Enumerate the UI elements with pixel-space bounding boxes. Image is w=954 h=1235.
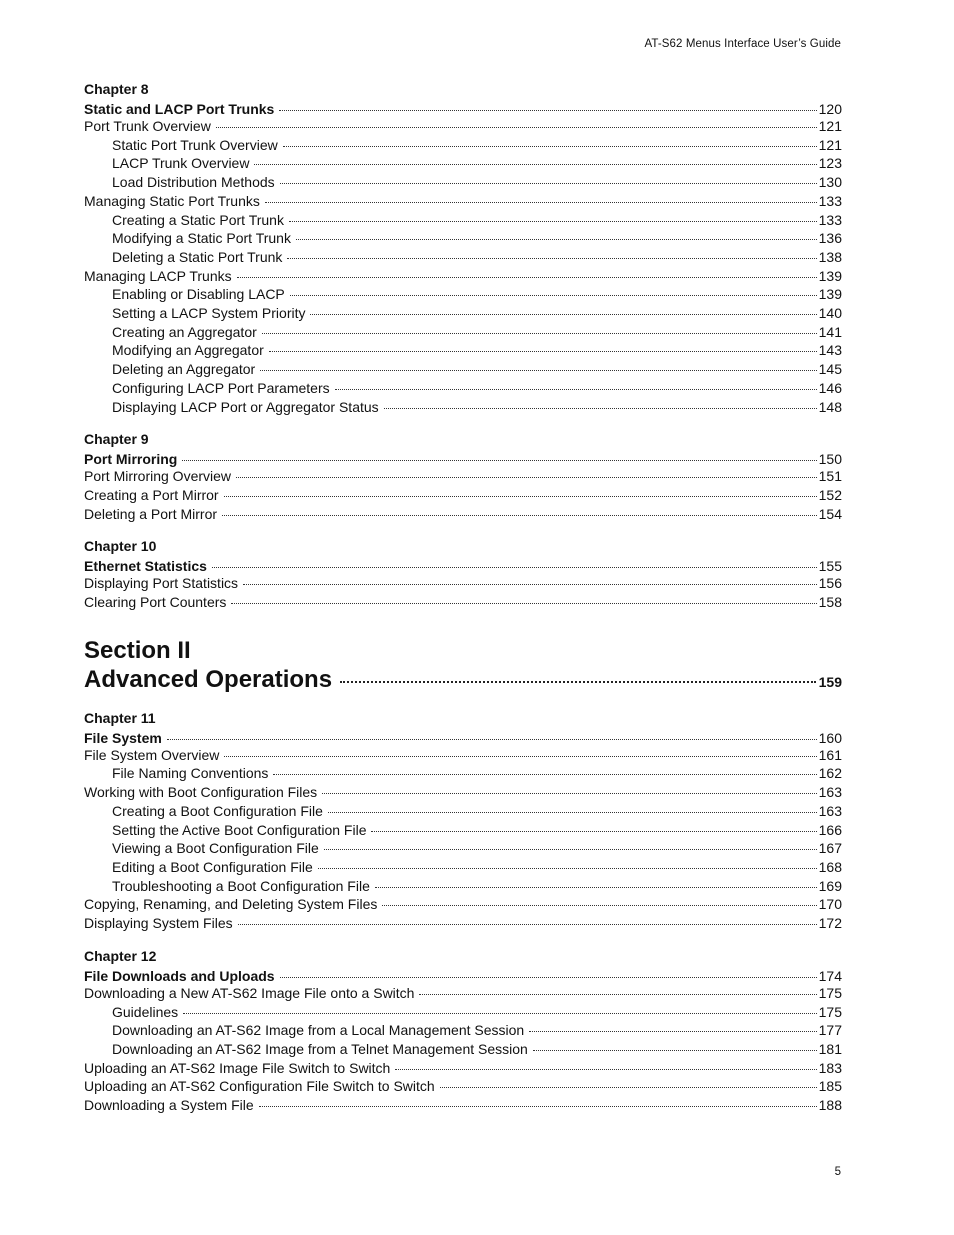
- dot-leader: [243, 574, 817, 585]
- chapter-label: Chapter 8: [84, 81, 149, 97]
- toc-subentry[interactable]: [84, 398, 842, 417]
- entry-page-number: 183: [818, 1059, 842, 1076]
- entry-title: Modifying an Aggregator: [112, 342, 264, 359]
- entry-title: Working with Boot Configuration Files: [84, 784, 318, 801]
- entry-page-number: 150: [818, 451, 842, 468]
- entry-title: LACP Trunk Overview: [112, 155, 250, 172]
- entry-title: Static Port Trunk Overview: [112, 136, 278, 153]
- chapter-label: Chapter 11: [84, 709, 156, 726]
- entry-page-number: 170: [818, 896, 842, 913]
- entry-page-number: 130: [818, 174, 842, 191]
- entry-title: Viewing a Boot Configuration File: [112, 840, 319, 857]
- toc-subentry[interactable]: [84, 839, 842, 858]
- toc-subentry[interactable]: [84, 341, 842, 360]
- entry-title: Downloading a New AT-S62 Image File onto a Switch: [84, 984, 415, 1001]
- page-number: 5: [834, 1166, 841, 1178]
- dot-leader: [279, 100, 816, 111]
- entry-title: Downloading an AT-S62 Image from a Telnet Management Session: [112, 1040, 528, 1057]
- entry-title: Configuring LACP Port Parameters: [112, 379, 330, 396]
- section-block: [84, 636, 842, 697]
- toc-entry[interactable]: [84, 984, 842, 1003]
- dot-leader: [265, 192, 817, 203]
- dot-leader: [395, 1059, 816, 1070]
- entry-page-number: 133: [818, 211, 842, 228]
- section-label: Section II: [84, 636, 191, 664]
- entry-page-number: 146: [818, 379, 842, 396]
- toc-entry[interactable]: [84, 267, 842, 286]
- toc-entry[interactable]: [84, 192, 842, 211]
- entry-title: Downloading an AT-S62 Image from a Local Management Session: [112, 1022, 525, 1039]
- entry-title: Port Mirroring Overview: [84, 468, 232, 485]
- entry-title: Guidelines: [112, 1003, 179, 1020]
- toc-subentry[interactable]: [84, 154, 842, 173]
- toc-subentry[interactable]: [84, 1040, 842, 1059]
- entry-page-number: 136: [818, 230, 842, 247]
- toc-subentry[interactable]: [84, 304, 842, 323]
- dot-leader: [280, 173, 817, 184]
- dot-leader: [212, 557, 817, 568]
- toc-entry[interactable]: [84, 593, 842, 612]
- section-title: Advanced Operations: [84, 665, 333, 693]
- dot-leader: [318, 858, 817, 869]
- entry-page-number: 162: [818, 765, 842, 782]
- entry-title: Copying, Renaming, and Deleting System Files: [84, 896, 378, 913]
- dot-leader: [287, 248, 816, 259]
- toc-subentry[interactable]: [84, 1021, 842, 1040]
- chapter-block: [84, 80, 842, 416]
- entry-page-number: 133: [818, 192, 842, 209]
- entry-page-number: 120: [818, 101, 842, 117]
- dot-leader: [371, 821, 816, 832]
- toc-entry[interactable]: [84, 783, 842, 802]
- chapter-title-entry[interactable]: [84, 558, 842, 574]
- chapter-title-entry[interactable]: [84, 101, 842, 117]
- toc-subentry[interactable]: [84, 764, 842, 783]
- toc-subentry[interactable]: [84, 323, 842, 342]
- chapter-block: [84, 430, 842, 523]
- dot-leader: [340, 671, 816, 683]
- toc-subentry[interactable]: [84, 285, 842, 304]
- chapter-title-entry[interactable]: [84, 968, 842, 984]
- entry-title: Downloading a System File: [84, 1097, 254, 1114]
- dot-leader: [283, 136, 817, 147]
- entry-title: Editing a Boot Configuration File: [112, 858, 313, 875]
- table-of-contents: [84, 80, 842, 1129]
- toc-subentry[interactable]: [84, 858, 842, 877]
- toc-subentry[interactable]: [84, 877, 842, 896]
- entry-title: Managing Static Port Trunks: [84, 192, 260, 209]
- dot-leader: [382, 895, 816, 906]
- toc-subentry[interactable]: [84, 211, 842, 230]
- dot-leader: [280, 967, 817, 978]
- entry-title: Ethernet Statistics: [84, 558, 207, 575]
- dot-leader: [310, 304, 816, 315]
- entry-page-number: 152: [818, 486, 842, 503]
- dot-leader: [224, 486, 817, 497]
- toc-entry[interactable]: [84, 117, 842, 136]
- dot-leader: [262, 323, 817, 334]
- dot-leader: [260, 360, 816, 371]
- entry-page-number: 155: [818, 558, 842, 575]
- toc-entry[interactable]: [84, 1077, 842, 1096]
- entry-page-number: 161: [818, 746, 842, 763]
- dot-leader: [289, 211, 817, 222]
- toc-subentry[interactable]: [84, 360, 842, 379]
- chapter-label: Chapter 12: [84, 947, 157, 964]
- entry-page-number: 159: [818, 673, 842, 690]
- dot-leader: [419, 984, 816, 995]
- entry-page-number: 174: [818, 967, 842, 984]
- toc-entry[interactable]: [84, 746, 842, 765]
- entry-title: Port Trunk Overview: [84, 118, 211, 134]
- toc-entry[interactable]: [84, 486, 842, 505]
- chapter-block: [84, 709, 842, 933]
- entry-title: Enabling or Disabling LACP: [112, 286, 285, 303]
- dot-leader: [375, 877, 817, 888]
- entry-title: Uploading an AT-S62 Image File Switch to Switch: [84, 1059, 391, 1076]
- entry-title: Load Distribution Methods: [112, 174, 275, 191]
- chapter-title-entry[interactable]: [84, 730, 842, 746]
- dot-leader: [238, 914, 817, 925]
- entry-title: Clearing Port Counters: [84, 594, 227, 611]
- toc-subentry[interactable]: [84, 136, 842, 155]
- entry-page-number: 158: [818, 594, 842, 611]
- entry-page-number: 175: [818, 984, 842, 1001]
- dot-leader: [322, 783, 816, 794]
- dot-leader: [231, 593, 816, 604]
- entry-page-number: 166: [818, 821, 842, 838]
- entry-title: Creating a Static Port Trunk: [112, 211, 284, 228]
- entry-page-number: 163: [818, 784, 842, 801]
- entry-title: Setting a LACP System Priority: [112, 305, 306, 322]
- toc-entry[interactable]: [84, 895, 842, 914]
- toc-subentry[interactable]: [84, 1003, 842, 1022]
- entry-page-number: 138: [818, 248, 842, 265]
- chapter-title-entry[interactable]: [84, 451, 842, 467]
- entry-page-number: 175: [818, 1003, 842, 1020]
- entry-title: Deleting an Aggregator: [112, 361, 256, 378]
- entry-title: Displaying LACP Port or Aggregator Status: [112, 398, 379, 415]
- dot-leader: [224, 746, 816, 757]
- entry-page-number: 121: [818, 136, 842, 153]
- entry-title: Port Mirroring: [84, 451, 178, 468]
- entry-page-number: 172: [818, 915, 842, 932]
- dot-leader: [529, 1021, 816, 1032]
- entry-page-number: 145: [818, 361, 842, 378]
- entry-page-number: 139: [818, 267, 842, 284]
- dot-leader: [216, 117, 817, 128]
- toc-subentry[interactable]: [84, 821, 842, 840]
- toc-entry[interactable]: [84, 1059, 842, 1078]
- entry-page-number: 188: [818, 1097, 842, 1114]
- dot-leader: [296, 229, 817, 240]
- entry-title: File Naming Conventions: [112, 765, 269, 782]
- entry-title: Creating an Aggregator: [112, 323, 257, 340]
- dot-leader: [236, 467, 817, 478]
- dot-leader: [182, 450, 816, 461]
- entry-title: Static and LACP Port Trunks: [84, 101, 275, 117]
- entry-page-number: 154: [818, 505, 842, 522]
- entry-page-number: 143: [818, 342, 842, 359]
- dot-leader: [273, 764, 816, 775]
- entry-page-number: 185: [818, 1078, 842, 1095]
- toc-entry[interactable]: [84, 505, 842, 524]
- entry-page-number: 139: [818, 286, 842, 303]
- entry-title: Modifying a Static Port Trunk: [112, 230, 291, 247]
- entry-page-number: 121: [818, 118, 842, 134]
- dot-leader: [183, 1003, 816, 1014]
- chapter-label: Chapter 10: [84, 538, 157, 555]
- dot-leader: [237, 267, 817, 278]
- entry-title: Creating a Boot Configuration File: [112, 802, 323, 819]
- toc-subentry[interactable]: [84, 248, 842, 267]
- entry-title: File Downloads and Uploads: [84, 967, 275, 984]
- entry-page-number: 156: [818, 575, 842, 592]
- dot-leader: [167, 729, 817, 740]
- entry-page-number: 167: [818, 840, 842, 857]
- toc-subentry[interactable]: [84, 379, 842, 398]
- entry-page-number: 160: [818, 729, 842, 746]
- entry-page-number: 151: [818, 468, 842, 485]
- toc-entry[interactable]: [84, 574, 842, 593]
- entry-page-number: 163: [818, 802, 842, 819]
- toc-subentry[interactable]: [84, 173, 842, 192]
- chapter-block: [84, 947, 842, 1115]
- entry-title: Troubleshooting a Boot Configuration File: [112, 877, 370, 894]
- entry-title: Setting the Active Boot Configuration File: [112, 821, 367, 838]
- dot-leader: [335, 379, 817, 390]
- dot-leader: [269, 341, 817, 352]
- entry-title: File System: [84, 729, 162, 746]
- entry-page-number: 140: [818, 305, 842, 322]
- dot-leader: [440, 1077, 817, 1088]
- dot-leader: [533, 1040, 817, 1051]
- entry-page-number: 123: [818, 155, 842, 172]
- entry-title: File System Overview: [84, 746, 220, 763]
- entry-title: Deleting a Port Mirror: [84, 505, 218, 522]
- chapter-label: Chapter 9: [84, 431, 149, 448]
- entry-page-number: 141: [818, 323, 842, 340]
- dot-leader: [259, 1096, 817, 1107]
- dot-leader: [222, 505, 817, 516]
- entry-page-number: 169: [818, 877, 842, 894]
- toc-subentry[interactable]: [84, 802, 842, 821]
- entry-page-number: 168: [818, 858, 842, 875]
- entry-title: Managing LACP Trunks: [84, 267, 232, 284]
- toc-entry[interactable]: [84, 1096, 842, 1115]
- dot-leader: [324, 839, 817, 850]
- toc-subentry[interactable]: [84, 229, 842, 248]
- entry-page-number: 181: [818, 1040, 842, 1057]
- entry-title: Displaying System Files: [84, 915, 233, 932]
- entry-title: Creating a Port Mirror: [84, 486, 219, 503]
- section-entry[interactable]: [84, 665, 842, 697]
- entry-page-number: 177: [818, 1022, 842, 1039]
- dot-leader: [254, 154, 816, 165]
- toc-entry[interactable]: [84, 467, 842, 486]
- toc-entry[interactable]: [84, 914, 842, 933]
- entry-title: Displaying Port Statistics: [84, 575, 239, 592]
- entry-title: Uploading an AT-S62 Configuration File Switch to Switch: [84, 1078, 435, 1095]
- entry-page-number: 148: [818, 398, 842, 415]
- running-header: AT-S62 Menus Interface User’s Guide: [644, 38, 841, 50]
- dot-leader: [328, 802, 817, 813]
- chapter-block: [84, 537, 842, 611]
- entry-title: Deleting a Static Port Trunk: [112, 248, 283, 265]
- dot-leader: [290, 285, 817, 296]
- dot-leader: [384, 398, 817, 409]
